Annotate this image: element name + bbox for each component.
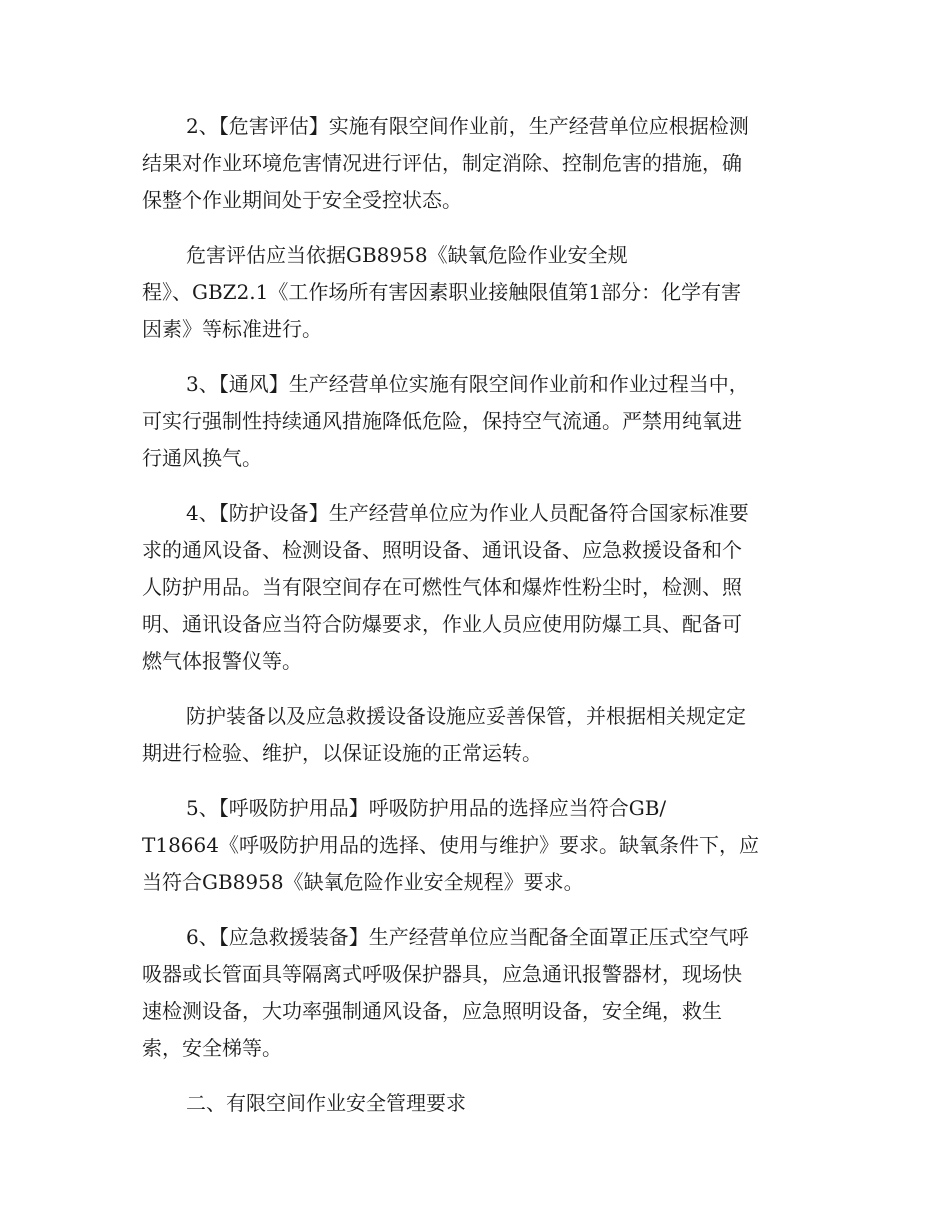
paragraph-hazard-assessment [142, 108, 810, 219]
text-line: 结果对作业环境危害情况进行评估，制定消除、控制危害的措施，确 [142, 151, 742, 175]
text-line: 速检测设备，大功率强制通风设备，应急照明设备，安全绳，救生 [142, 999, 722, 1023]
text-line: 行通风换气。 [142, 446, 262, 470]
paragraph-equipment-maintenance [142, 698, 810, 772]
text-line: 人防护用品。当有限空间存在可燃性气体和爆炸性粉尘时，检测、照 [142, 575, 742, 599]
text-line: 3、【通风】生产经营单位实施有限空间作业前和作业过程当中， [186, 372, 749, 396]
text-line: 5、【呼吸防护用品】呼吸防护用品的选择应当符合GB/ [186, 796, 667, 820]
paragraph-ventilation [142, 366, 810, 477]
paragraph-protective-equipment [142, 495, 810, 680]
text-line: 危害评估应当依据GB8958《缺氧危险作业安全规 [186, 243, 628, 267]
paragraph-emergency-rescue-equipment [142, 919, 810, 1067]
section-heading-text: 二、有限空间作业安全管理要求 [186, 1091, 466, 1115]
document-page [142, 108, 810, 1140]
text-line: 2、【危害评估】实施有限空间作业前，生产经营单位应根据检测 [186, 114, 749, 138]
paragraph-assessment-standards [142, 237, 810, 348]
text-line: 6、【应急救援装备】生产经营单位应当配备全面罩正压式空气呼 [186, 925, 749, 949]
text-line: 可实行强制性持续通风措施降低危险，保持空气流通。严禁用纯氧进 [142, 409, 742, 433]
text-line: 燃气体报警仪等。 [142, 649, 302, 673]
text-line: 吸器或长管面具等隔离式呼吸保护器具，应急通讯报警器材，现场快 [142, 962, 742, 986]
text-line: 4、【防护设备】生产经营单位应为作业人员配备符合国家标准要 [186, 501, 749, 525]
text-line: 防护装备以及应急救援设备设施应妥善保管，并根据相关规定定 [186, 704, 746, 728]
text-line: 明、通讯设备应当符合防爆要求，作业人员应使用防爆工具、配备可 [142, 612, 742, 636]
text-line: 索，安全梯等。 [142, 1036, 282, 1060]
text-line: 期进行检验、维护，以保证设施的正常运转。 [142, 741, 542, 765]
text-line: 因素》等标准进行。 [142, 317, 322, 341]
text-line: 程》、GBZ2.1《工作场所有害因素职业接触限值第1部分：化学有害 [142, 280, 742, 304]
text-line: 保整个作业期间处于安全受控状态。 [142, 188, 462, 212]
paragraph-respiratory-protection [142, 790, 810, 901]
text-line: 当符合GB8958《缺氧危险作业安全规程》要求。 [142, 870, 584, 894]
text-line: 求的通风设备、检测设备、照明设备、通讯设备、应急救援设备和个 [142, 538, 742, 562]
text-line: T18664《呼吸防护用品的选择、使用与维护》要求。缺氧条件下，应 [142, 833, 759, 857]
section-heading [142, 1085, 810, 1122]
